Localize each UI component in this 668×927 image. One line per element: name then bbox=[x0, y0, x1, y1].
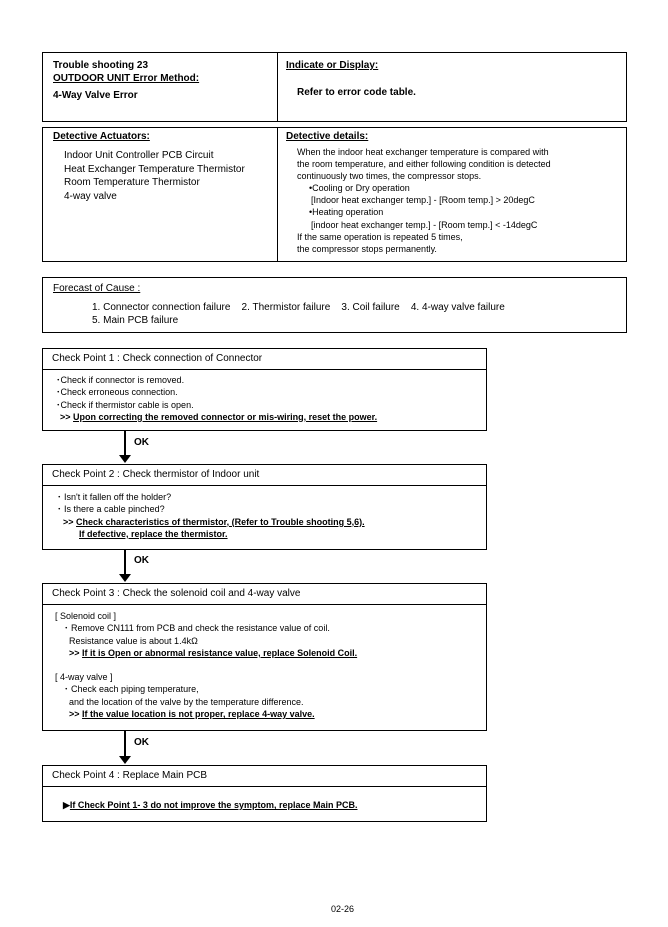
actuators-cell bbox=[43, 128, 278, 261]
checkpoint-4-action: ▶If Check Point 1- 3 do not improve the symptom, replace Main PCB. bbox=[63, 800, 358, 810]
flow-arrow-head bbox=[119, 574, 131, 582]
triangle-icon: ▶ bbox=[63, 800, 70, 810]
check-item: ･ Remove CN111 from PCB and check the resistance value of coil. bbox=[64, 623, 330, 634]
checkpoint-1 bbox=[42, 348, 487, 431]
flow-arrow-head bbox=[119, 756, 131, 764]
check-action: If defective, replace the thermistor. bbox=[79, 528, 228, 539]
page-number: 02-26 bbox=[331, 904, 355, 914]
check-item: Resistance value is about 1.4kΩ bbox=[69, 635, 198, 646]
forecast-heading: Forecast of Cause : bbox=[53, 283, 141, 294]
check-item: ･ Is there a cable pinched? bbox=[57, 504, 165, 515]
actuators-heading: Detective Actuators: bbox=[53, 131, 150, 142]
checkpoint-3 bbox=[42, 583, 487, 731]
actuator-list bbox=[64, 149, 245, 203]
error-name: 4-Way Valve Error bbox=[53, 90, 138, 101]
details-line: If the same operation is repeated 5 times, bbox=[297, 231, 463, 242]
checkpoint-1-body bbox=[56, 374, 377, 423]
check-item: ･Check erroneous connection. bbox=[56, 387, 178, 398]
checkpoint-2-body bbox=[57, 491, 365, 540]
flow-arrow-shaft bbox=[124, 431, 126, 455]
header-table bbox=[42, 52, 627, 122]
actuator-item: 4-way valve bbox=[64, 190, 117, 202]
check-item: ･Check if thermistor cable is open. bbox=[56, 399, 194, 410]
check-action: >> If the value location is not proper, replace 4-way valve. bbox=[69, 709, 315, 720]
actuator-item: Room Temperature Thermistor bbox=[64, 177, 200, 188]
check-action: >> Upon correcting the removed connector or mis-wiring, reset the power. bbox=[60, 411, 378, 422]
details-text bbox=[297, 146, 551, 255]
forecast-line-1: 1. Connector connection failure 2. Thermistor failure 3. Coil failure 4. 4-way valve failure bbox=[92, 302, 505, 313]
check-item: ･Check if connector is removed. bbox=[56, 375, 185, 385]
check-action: >> Check characteristics of thermistor, (Refer to Trouble shooting 5,6). bbox=[63, 516, 365, 527]
indicate-heading: Indicate or Display: bbox=[286, 60, 379, 71]
header-right-cell bbox=[278, 53, 626, 121]
checkpoint-2-title: Check Point 2 : Check thermistor of Indoor unit bbox=[43, 465, 486, 486]
actuator-item: Heat Exchanger Temperature Thermistor bbox=[64, 163, 245, 175]
check-item: ･ Check each piping temperature, bbox=[64, 684, 199, 695]
details-line: continuously two times, the compressor stops. bbox=[297, 171, 482, 182]
indicate-text: Refer to error code table. bbox=[297, 87, 416, 98]
details-cell bbox=[278, 128, 626, 261]
valve-heading: [ 4-way valve ] bbox=[55, 672, 113, 683]
checkpoint-4-title: Check Point 4 : Replace Main PCB bbox=[43, 766, 486, 787]
check-item: ･ Isn't it fallen off the holder? bbox=[57, 492, 172, 502]
header-left-cell bbox=[43, 53, 278, 121]
checkpoint-2 bbox=[42, 464, 487, 550]
checkpoint-3-title: Check Point 3 : Check the solenoid coil and 4-way valve bbox=[43, 584, 486, 605]
details-line: •Heating operation bbox=[309, 207, 384, 218]
details-line: •Cooling or Dry operation bbox=[309, 183, 410, 194]
checkpoint-4 bbox=[42, 765, 487, 822]
checkpoint-3-body bbox=[55, 610, 357, 720]
flow-arrow-shaft bbox=[124, 550, 126, 574]
flow-arrow-head bbox=[119, 455, 131, 463]
details-line: the compressor stops permanently. bbox=[297, 243, 437, 254]
trouble-title: Trouble shooting 23 bbox=[53, 60, 149, 71]
details-line: [indoor heat exchanger temp.] - [Room temp.] < -14degC bbox=[311, 219, 538, 230]
detective-table bbox=[42, 127, 627, 262]
check-item: and the location of the valve by the temperature difference. bbox=[69, 696, 304, 707]
details-line: the room temperature, and either following condition is detected bbox=[297, 159, 551, 170]
details-heading: Detective details: bbox=[286, 131, 369, 142]
forecast-box bbox=[42, 277, 627, 333]
check-action: >> If it is Open or abnormal resistance value, replace Solenoid Coil. bbox=[69, 647, 358, 658]
checkpoint-1-title: Check Point 1 : Check connection of Connector bbox=[43, 349, 486, 370]
forecast-line-2: 5. Main PCB failure bbox=[92, 315, 179, 326]
ok-label: OK bbox=[134, 437, 149, 448]
actuator-item: Indoor Unit Controller PCB Circuit bbox=[64, 150, 214, 161]
flow-arrow-shaft bbox=[124, 731, 126, 756]
details-line: When the indoor heat exchanger temperature is compared with bbox=[297, 147, 549, 157]
ok-label: OK bbox=[134, 555, 149, 566]
ok-label: OK bbox=[134, 737, 149, 748]
solenoid-heading: [ Solenoid coil ] bbox=[55, 611, 117, 621]
error-method: OUTDOOR UNIT Error Method: bbox=[53, 73, 200, 84]
details-line: [Indoor heat exchanger temp.] - [Room temp.] > 20degC bbox=[311, 195, 535, 206]
